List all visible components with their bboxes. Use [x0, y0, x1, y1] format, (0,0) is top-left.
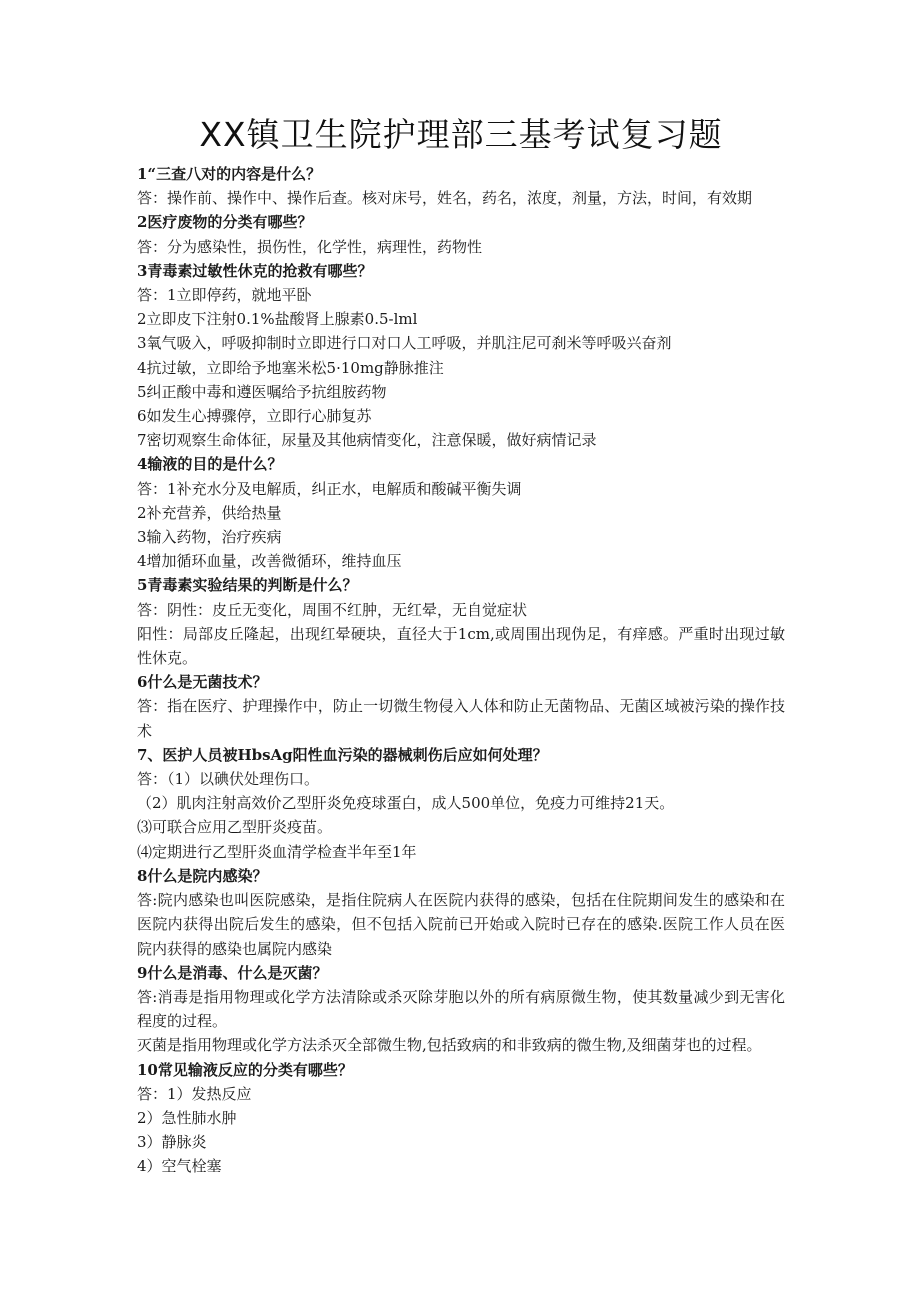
answer-line: 7密切观察生命体征，尿量及其他病情变化，注意保暖，做好病情记录 — [137, 431, 597, 450]
document-body — [137, 162, 785, 1179]
answer-line: 答：分为感染性，损伤性，化学性，病理性，药物性 — [137, 237, 483, 256]
question-heading: 3青毒素过敏性休克的抢救有哪些？ — [137, 261, 373, 280]
answer-paragraph: 答:消毒是指用物理或化学方法清除或杀灭除芽胞以外的所有病原微生物，使其数量减少到无害化程度的过程。 — [137, 987, 785, 1031]
question-heading: 9什么是消毒、什么是灭菌？ — [137, 963, 328, 982]
question-heading: 2医疗废物的分类有哪些？ — [137, 213, 313, 232]
question-heading: 10常见输液反应的分类有哪些？ — [137, 1060, 353, 1079]
answer-line: 4抗过敏，立即给予地塞米松5·10mg静脉推注 — [137, 358, 444, 377]
question-heading: 4输液的目的是什么？ — [137, 455, 283, 474]
question-heading: 6什么是无菌技术？ — [137, 673, 268, 692]
answer-line: 3输入药物，治疗疾病 — [137, 528, 282, 547]
answer-line: 答：阴性：皮丘无变化，周围不红肿，无红晕，无自觉症状 — [137, 600, 528, 619]
answer-paragraph: 阳性：局部皮丘隆起，出现红晕硬块，直径大于1cm,或周围出现伪足，有痒感。严重时出现过敏性休克。 — [137, 624, 785, 668]
question-heading: 1“三查八对的内容是什么？ — [137, 165, 322, 183]
question-heading: 8什么是院内感染？ — [137, 866, 268, 885]
answer-line: 3氧气吸入，呼吸抑制时立即进行口对口人工呼吸，并肌注尼可刹米等呼吸兴奋剂 — [137, 334, 672, 353]
answer-line: 6如发生心搏骤停，立即行心肺复苏 — [137, 407, 372, 426]
answer-line: （2）肌肉注射高效价乙型肝炎免疫球蛋白，成人500单位，免疫力可维持21天。 — [137, 794, 675, 813]
answer-line: 灭菌是指用物理或化学方法杀灭全部微生物,包括致病的和非致病的微生物,及细菌芽也的过程。 — [137, 1036, 762, 1055]
answer-line: 3）静脉炎 — [137, 1133, 207, 1152]
answer-line: ⑶可联合应用乙型肝炎疫苗。 — [137, 818, 333, 837]
answer-line: 答：（1）以碘伏处理伤口。 — [137, 770, 320, 789]
answer-line: 4）空气栓塞 — [137, 1157, 222, 1176]
answer-line: 答：1补充水分及电解质，纠正水，电解质和酸碱平衡失调 — [137, 479, 522, 498]
answer-line: 2立即皮下注射0.1%盐酸肾上腺素0.5-lml — [137, 310, 418, 329]
answer-line: ⑷定期进行乙型肝炎血清学检查半年至1年 — [137, 842, 417, 861]
answer-line: 2补充营养，供给热量 — [137, 503, 282, 522]
answer-line: 答：1立即停药，就地平卧 — [137, 286, 312, 305]
question-heading: 7、医护人员被HbsAg阳性血污染的器械刺伤后应如何处理？ — [137, 745, 548, 764]
answer-line: 答：1）发热反应 — [137, 1084, 252, 1103]
answer-paragraph: 答：指在医疗、护理操作中，防止一切微生物侵入人体和防止无菌物品、无菌区域被污染的操作技术 — [137, 697, 785, 740]
answer-line: 5纠正酸中毒和遵医嘱给予抗组胺药物 — [137, 382, 387, 401]
answer-line: 2）急性肺水肿 — [137, 1108, 237, 1127]
document-page — [137, 112, 785, 1179]
answer-line: 4增加循环血量，改善微循环，维持血压 — [137, 552, 402, 571]
question-heading: 5青毒素实验结果的判断是什么？ — [137, 576, 358, 595]
document-title: XX镇卫生院护理部三基考试复习题 — [199, 115, 723, 154]
answer-paragraph: 答:院内感染也叫医院感染，是指住院病人在医院内获得的感染，包括在住院期间发生的感染和在医院内获得出院后发生的感染，但不包括入院前已开始或入院时已存在的感染.医院工作人员在医院内获得的感染也属院内感染 — [137, 891, 785, 958]
answer-line: 答：操作前、操作中、操作后查。核对床号，姓名，药名，浓度，剂量，方法，时间，有效期 — [137, 189, 753, 208]
